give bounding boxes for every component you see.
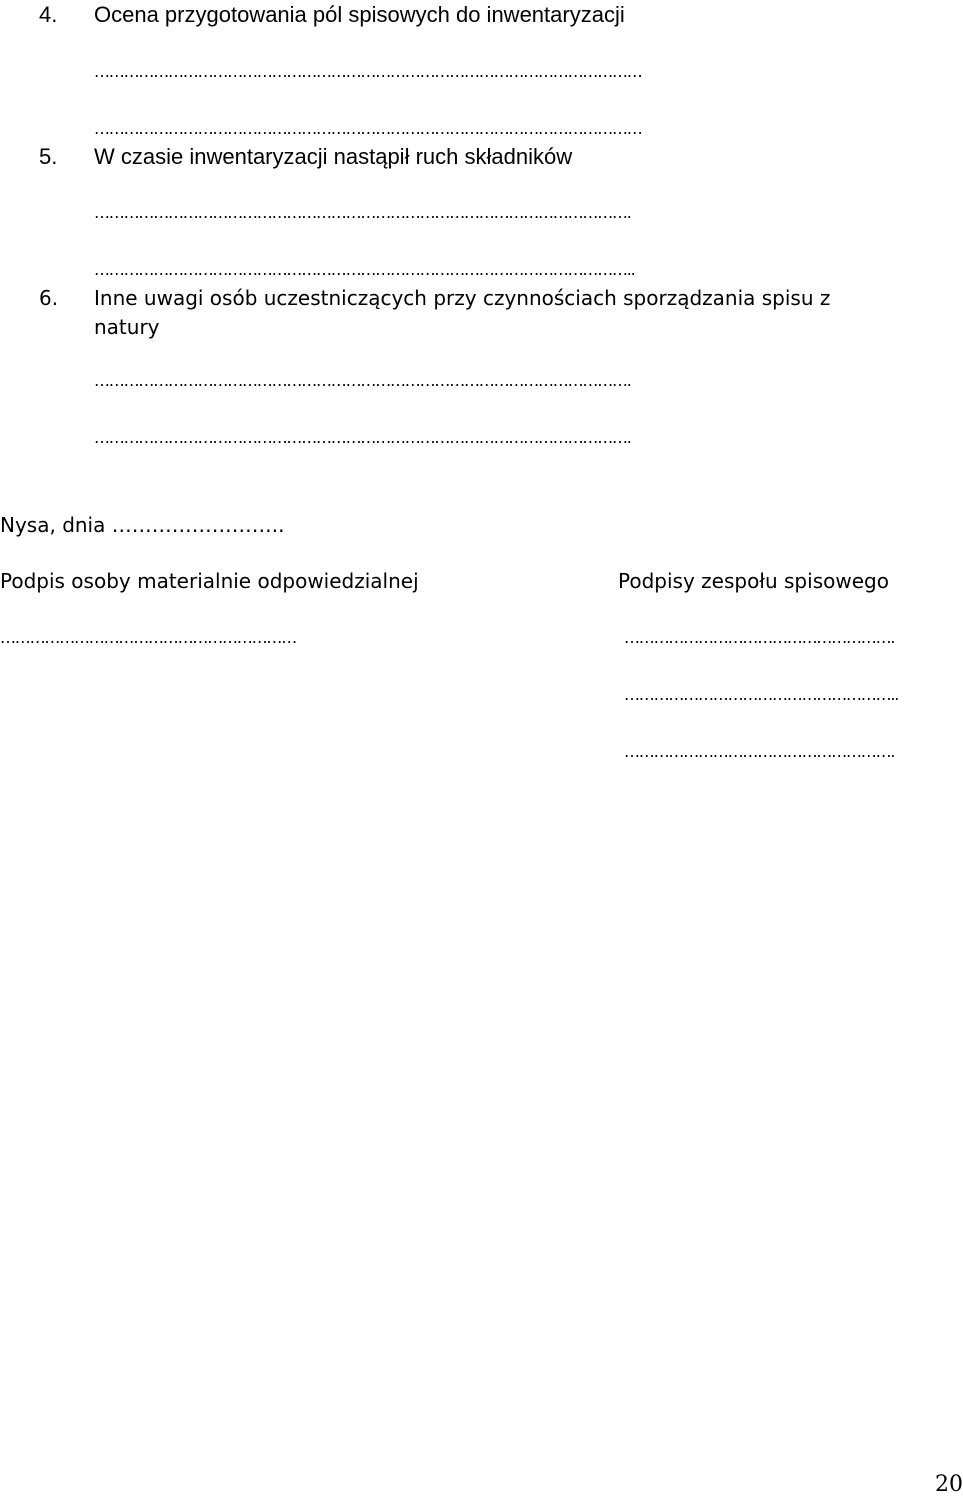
section-4-title: Ocena przygotowania pól spisowych do inwentaryzacji [94,2,625,27]
section-5-title: W czasie inwentaryzacji nastąpił ruch składników [94,144,573,169]
place-date: Nysa, dnia …………………….. [0,513,285,537]
signature-right-line-1: ………………………………………………. [624,628,895,647]
section-6-number: 6. [39,286,59,310]
signature-right-label: Podpisy zespołu spisowego [618,569,889,593]
section-6-title-line-1: Inne uwagi osób uczestniczących przy czynnościach sporządzania spisu z [94,286,831,310]
section-5-number: 5. [39,144,58,169]
signature-left-label: Podpis osoby materialnie odpowiedzialnej [0,569,419,593]
section-6-answer-line-2: ………………………………………………………………………………………………. [94,428,631,447]
section-5-answer-line-1: ………………………………………………………………………………………………. [94,203,631,222]
section-6-title-line-2: natury [94,315,160,339]
section-4-answer-line-2: ………………………………………………………………………………………………… [94,119,642,138]
signature-right-line-2: ……………………………………………….. [624,685,899,704]
page-number: 20 [935,1472,963,1497]
section-4-answer-line-1: ………………………………………………………………………………………………… [94,62,642,81]
section-5-answer-line-2: ……………………………………………………………………………………………….. [94,260,635,279]
signature-right-line-3: ………………………………………………. [624,742,895,761]
section-6-answer-line-1: ………………………………………………………………………………………………. [94,371,631,390]
section-4-number: 4. [39,2,58,27]
signature-left-line: …………………………………………………… [0,628,297,647]
